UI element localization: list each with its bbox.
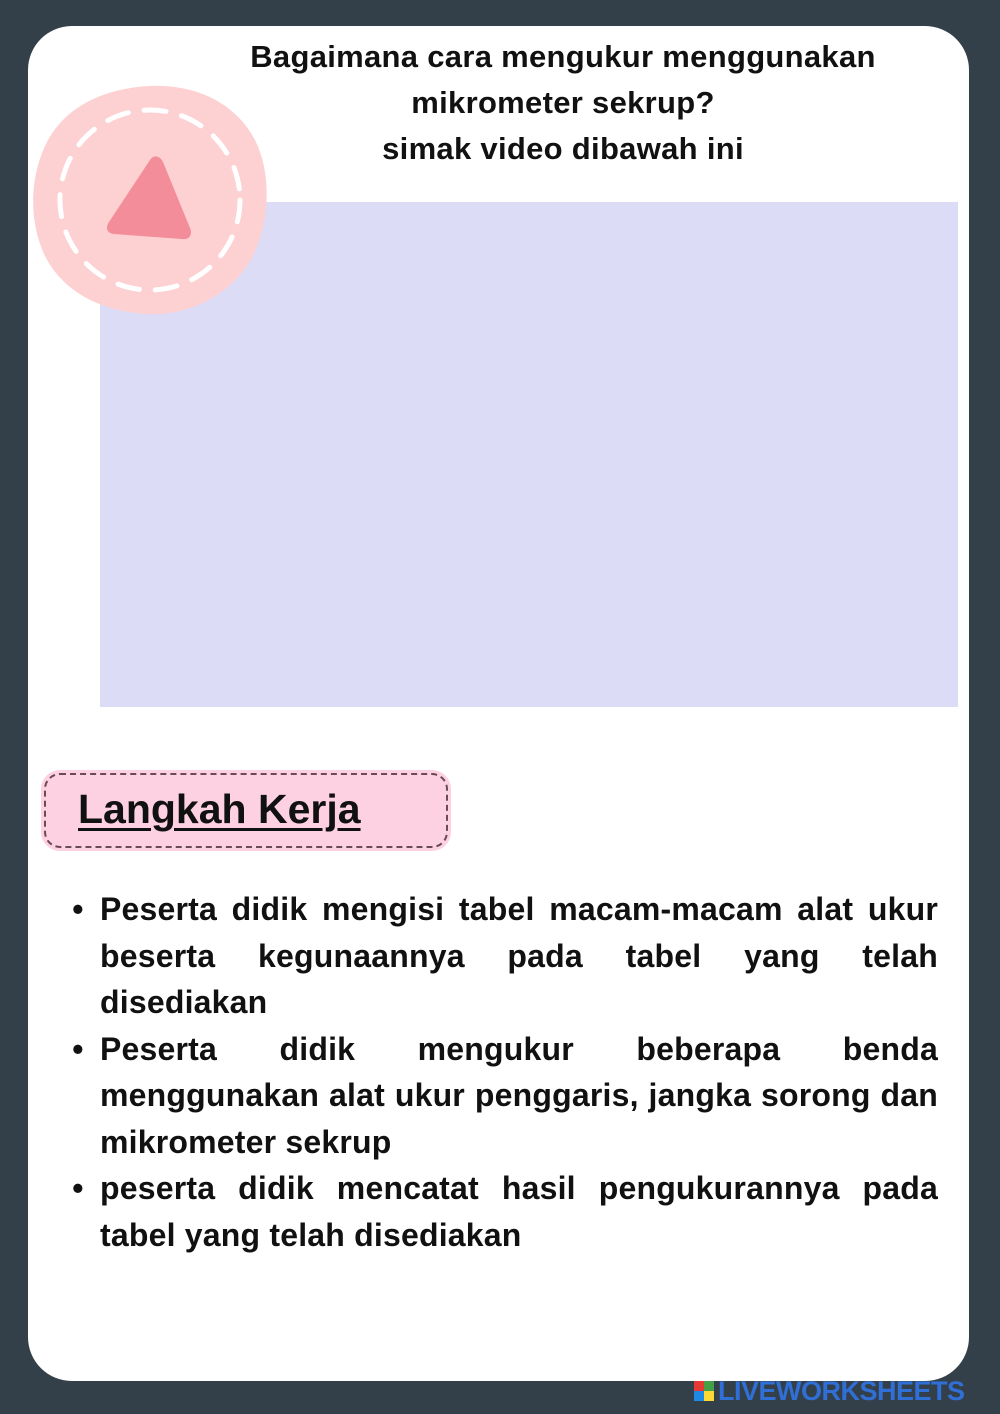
section-header-box — [44, 773, 448, 848]
bullet-icon: • — [72, 1030, 84, 1067]
section-heading: Langkah Kerja — [78, 786, 361, 832]
bullet-icon: • — [72, 1170, 84, 1206]
title-line-3: simak video dibawah ini — [382, 131, 744, 166]
bullet-icon: • — [72, 891, 84, 927]
watermark-text: LIVEWORKSHEETS — [718, 1376, 965, 1406]
list-item — [72, 1026, 938, 1166]
play-badge-icon[interactable] — [30, 82, 270, 318]
steps-list — [72, 886, 938, 1258]
list-item — [72, 886, 938, 1026]
step-text: Peserta didik mengisi tabel macam-macam alat ukur beserta kegunaannya pada tabel yang telah disediakan — [100, 891, 938, 1020]
step-text: Peserta didik mengukur beberapa benda menggunakan alat ukur penggaris, jangka sorong dan mikrometer sekrup — [100, 1030, 938, 1160]
step-text: peserta didik mencatat hasil pengukurannya pada tabel yang telah disediakan — [100, 1170, 938, 1253]
liveworksheets-logo-icon — [694, 1381, 714, 1401]
page-title — [178, 34, 948, 172]
title-line-2: mikrometer sekrup? — [411, 85, 715, 120]
liveworksheets-watermark[interactable] — [694, 1376, 965, 1406]
worksheet-card — [28, 26, 969, 1381]
title-line-1: Bagaimana cara mengukur menggunakan — [250, 39, 876, 74]
list-item — [72, 1165, 938, 1258]
